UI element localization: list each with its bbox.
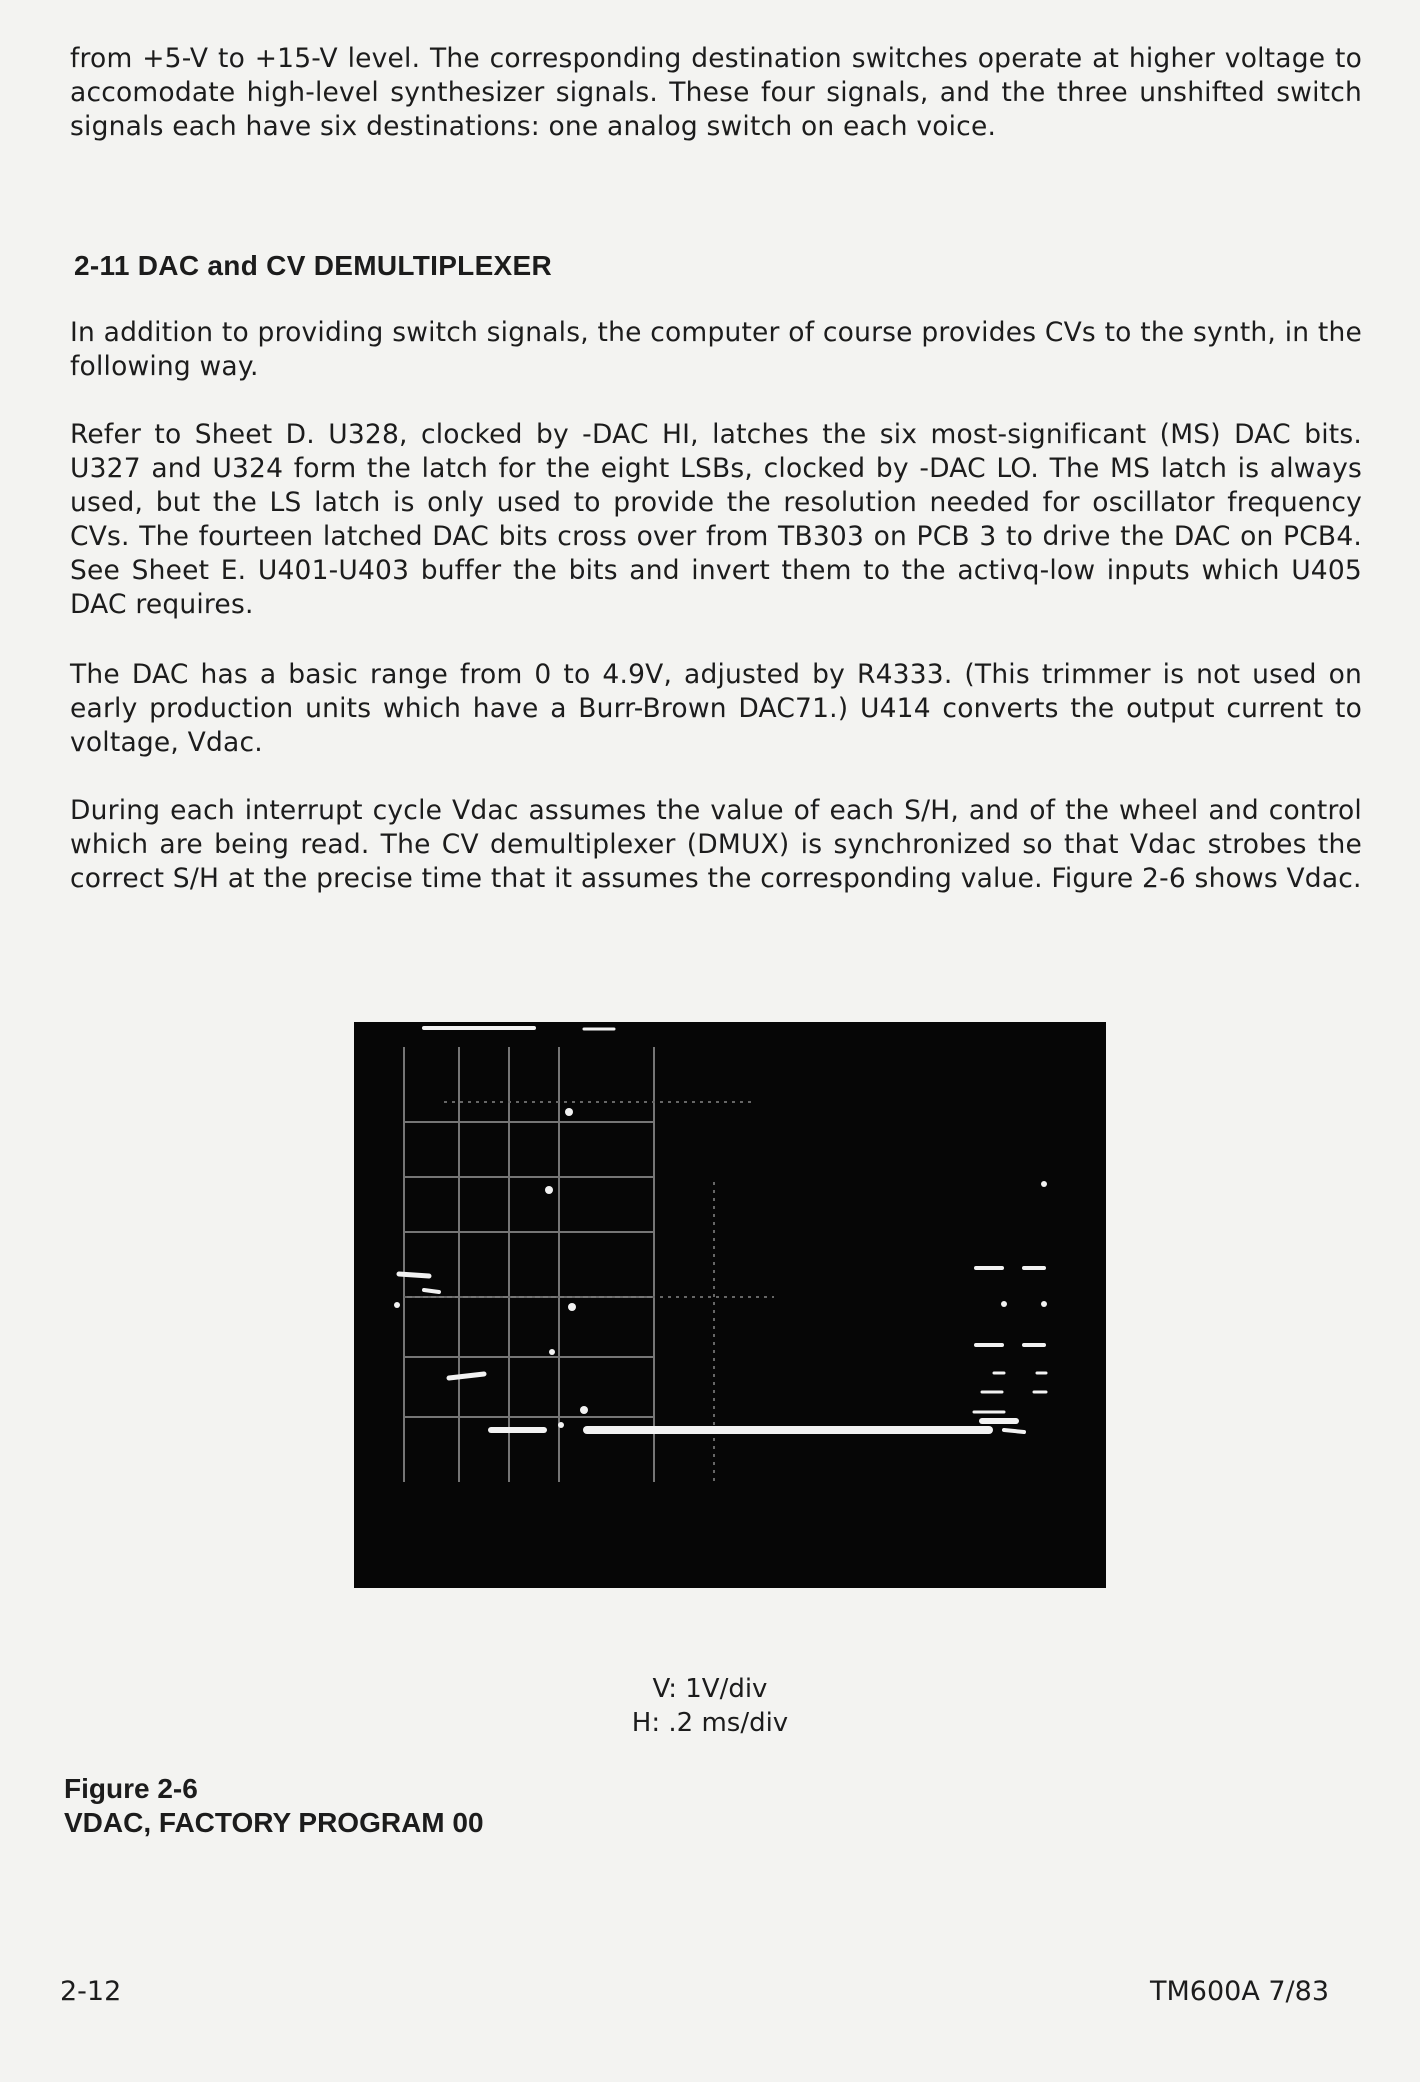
oscilloscope-photo [354, 1022, 1106, 1588]
vertical-scale-label: V: 1V/div [652, 1674, 768, 1704]
horizontal-scale-label: H: .2 ms/div [631, 1708, 789, 1738]
section-heading: 2-11 DAC and CV DEMULTIPLEXER [74, 250, 553, 281]
figure-number: Figure 2-6 [64, 1773, 198, 1804]
document-id: TM600A 7/83 [1150, 1976, 1330, 2007]
page-number: 2-12 [60, 1976, 122, 2007]
body-paragraph-2: Refer to Sheet D. U328, clocked by -DAC HI, latches the six most-significant (MS) DAC bits. U327 and U324 form the latch for the eight LSBs, clocked by -DAC LO. The MS latch is always used, but the LS latch is only used to provide the resolution needed for oscillator frequency CVs. The fourteen latched DAC bits cross over from TB303 on PCB 3 to drive the DAC on PCB4. See Sheet E. U401-U403 buffer the bits and invert them to the activq-low inputs which U405 DAC requires. [70, 419, 1362, 620]
body-paragraph-4: During each interrupt cycle Vdac assumes the value of each S/H, and of the wheel and control which are being read. The CV demultiplexer (DMUX) is synchronized so that Vdac strobes the correct S/H at the precise time that it assumes the corresponding value. Figure 2-6 shows Vdac. [70, 795, 1362, 894]
body-paragraph-1: In addition to providing switch signals, the computer of course provides CVs to the synth, in the following way. [70, 317, 1362, 382]
figure-title: VDAC, FACTORY PROGRAM 00 [64, 1807, 484, 1838]
body-paragraph-3: The DAC has a basic range from 0 to 4.9V, adjusted by R4333. (This trimmer is not used on early production units which have a Burr-Brown DAC71.) U414 converts the output current to voltage, Vdac. [70, 659, 1362, 758]
intro-paragraph: from +5-V to +15-V level. The corresponding destination switches operate at higher voltage to accomodate high-level synthesizer signals. These four signals, and the three unshifted switch signals each have six destinations: one analog switch on each voice. [70, 43, 1362, 142]
oscilloscope-trace-graphic [354, 1022, 1106, 1588]
